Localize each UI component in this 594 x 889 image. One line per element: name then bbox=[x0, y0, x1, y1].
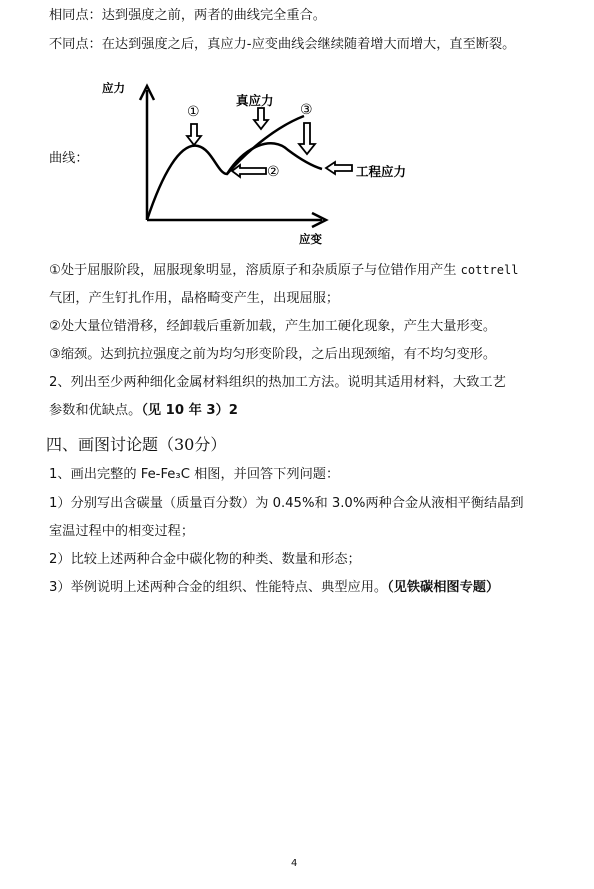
text-line: 2、列出至少两种细化金属材料组织的热加工方法。说明其适用材料，大致工艺 bbox=[49, 375, 506, 390]
marker-2: ② bbox=[267, 164, 280, 180]
engineering-stress-label: 工程应力 bbox=[356, 164, 407, 179]
text-line: 气团，产生钉扎作用，晶格畸变产生，出现屈服； bbox=[49, 291, 340, 306]
text-line bbox=[49, 261, 518, 280]
reference-note: （见 10 年 3）2 bbox=[141, 403, 238, 418]
text-line: ③缩颈。达到抗拉强度之前为均匀形变阶段，之后出现颈缩，有不均匀变形。 bbox=[49, 347, 497, 362]
marker-2-arrow bbox=[232, 165, 266, 177]
text-line: 2）比较上述两种合金中碳化物的种类、数量和形态； bbox=[49, 552, 361, 567]
text-line: 室温过程中的相变过程； bbox=[49, 524, 195, 539]
engineering-stress-arrow bbox=[326, 162, 352, 174]
text-span: 参数和优缺点。 bbox=[49, 403, 142, 418]
section-heading: 四、画图讨论题（30分） bbox=[46, 435, 227, 454]
text-line: 不同点：在达到强度之后，真应力-应变曲线会继续随着增大而增大，直至断裂。 bbox=[49, 37, 516, 52]
y-axis-label: 应力 bbox=[102, 81, 125, 95]
marker-1-arrow bbox=[187, 124, 201, 145]
marker-3-arrow bbox=[299, 123, 315, 154]
true-stress-arrow bbox=[254, 108, 268, 129]
text-line bbox=[49, 402, 238, 420]
marker-3: ③ bbox=[300, 102, 313, 118]
text-line bbox=[49, 579, 499, 597]
stress-strain-figure bbox=[90, 70, 430, 248]
text-line: 1）分别写出含碳量（质量百分数）为 0.45%和 3.0%两种合金从液相平衡结晶到 bbox=[49, 496, 524, 511]
curve-label: 曲线： bbox=[49, 151, 89, 166]
cottrell-term: cottrell bbox=[460, 263, 519, 277]
x-axis-label: 应变 bbox=[299, 232, 322, 246]
text-line: 1、画出完整的 Fe-Fe₃C 相图，并回答下列问题： bbox=[49, 467, 340, 482]
engineering-stress-curve bbox=[147, 143, 322, 220]
text-line: ②处大量位错滑移，经卸载后重新加载，产生加工硬化现象，产生大量形变。 bbox=[49, 319, 497, 334]
true-stress-label: 真应力 bbox=[236, 93, 274, 108]
reference-note: （见铁碳相图专题） bbox=[387, 580, 500, 595]
text-span: ①处于屈服阶段，屈服现象明显，溶质原子和杂质原子与位错作用产生 bbox=[49, 263, 461, 278]
text-span: 3）举例说明上述两种合金的组织、性能特点、典型应用。 bbox=[49, 580, 388, 595]
text-line: 相同点：达到强度之前，两者的曲线完全重合。 bbox=[49, 8, 326, 23]
marker-1: ① bbox=[187, 104, 200, 120]
page-number: 4 bbox=[291, 858, 298, 869]
